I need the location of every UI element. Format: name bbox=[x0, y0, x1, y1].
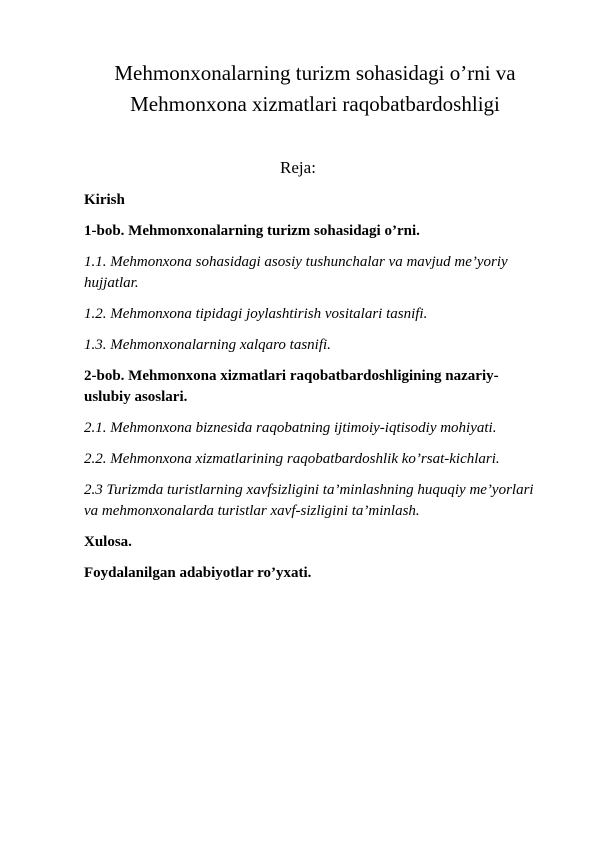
toc-entry-section-2-2: 2.2. Mehmonxona xizmatlarining raqobatbardoshlik ko’rsat-kichlari. bbox=[84, 451, 500, 467]
title-line-2: Mehmonxona xizmatlari raqobatbardoshligi bbox=[130, 92, 500, 116]
toc-entry-section-2-3: 2.3 Turizmda turistlarning xavfsizligini ta’minlashning huquqiy me’yorlari va mehmonxonalarda turistlar xavf-sizligini ta’minlash. bbox=[84, 482, 534, 519]
toc-entry-section-1-1: 1.1. Mehmonxona sohasidagi asosiy tushunchalar va mavjud me’yoriy hujjatlar. bbox=[84, 254, 508, 291]
title-line-1: Mehmonxonalarning turizm sohasidagi o’rni va bbox=[114, 61, 516, 85]
toc-entry-introduction: Kirish bbox=[84, 192, 125, 208]
toc-entry-section-1-2: 1.2. Mehmonxona tipidagi joylashtirish vositalari tasnifi. bbox=[84, 306, 428, 322]
toc-entry-section-2-1: 2.1. Mehmonxona biznesida raqobatning ijtimoiy-iqtisodiy mohiyati. bbox=[84, 420, 497, 436]
toc-entry-chapter-2: 2-bob. Mehmonxona xizmatlari raqobatbardoshligining nazariy-uslubiy asoslari. bbox=[84, 368, 499, 405]
toc-entry-section-1-3: 1.3. Mehmonxonalarning xalqaro tasnifi. bbox=[84, 337, 331, 353]
toc-entry-conclusion: Xulosa. bbox=[84, 534, 132, 550]
document-title bbox=[90, 58, 540, 120]
plan-heading: Reja: bbox=[280, 158, 316, 177]
toc-entry-references: Foydalanilgan adabiyotlar ro’yxati. bbox=[84, 565, 312, 581]
toc-entry-chapter-1: 1-bob. Mehmonxonalarning turizm sohasidagi o’rni. bbox=[84, 223, 420, 239]
table-of-contents bbox=[84, 190, 544, 594]
